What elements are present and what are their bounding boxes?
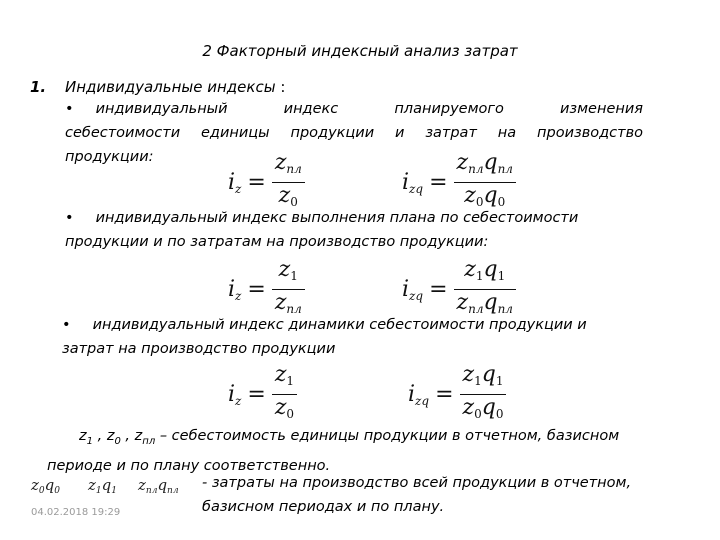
z1-symbol: z bbox=[79, 428, 87, 444]
z-sub: 0 bbox=[286, 407, 295, 421]
legend-text-line2: базисном периодах и по плану. bbox=[202, 499, 445, 515]
q-sub: 0 bbox=[54, 486, 60, 496]
z-sub: 0 bbox=[38, 486, 45, 496]
z-sub: пл bbox=[468, 302, 484, 316]
z-sub: 1 bbox=[474, 374, 482, 388]
q-sub: пл bbox=[497, 162, 513, 176]
z-sub: 0 bbox=[290, 195, 298, 209]
slide-title: 2 Факторный индексный анализ затрат bbox=[202, 42, 518, 60]
numerator bbox=[272, 362, 297, 394]
separator: , bbox=[120, 428, 135, 444]
legend-z0q0 bbox=[31, 476, 60, 496]
section-heading-colon: : bbox=[275, 78, 286, 96]
q-symbol: q bbox=[483, 183, 498, 208]
z-sub: 1 bbox=[95, 486, 102, 496]
numerator bbox=[454, 150, 516, 182]
numerator bbox=[272, 150, 305, 182]
bullet-1-line2: себестоимости единицы продукции и затрат на производство bbox=[65, 125, 643, 141]
fraction bbox=[460, 362, 507, 427]
q-sub: 1 bbox=[495, 374, 504, 388]
legend-zplqpl bbox=[138, 476, 179, 496]
bullet-2 bbox=[65, 206, 645, 254]
bullet-1-line1 bbox=[65, 97, 643, 121]
q-symbol: q bbox=[481, 395, 496, 420]
z-sub: пл bbox=[286, 302, 302, 316]
i-sub: z bbox=[235, 393, 242, 408]
i-sub: z bbox=[235, 288, 242, 303]
z-symbol: z bbox=[88, 476, 96, 494]
z-sub: 1 bbox=[286, 374, 295, 388]
i-sub: zq bbox=[409, 181, 424, 196]
i-sub: zq bbox=[409, 288, 424, 303]
formula-izq-dynamics bbox=[408, 362, 506, 427]
q-symbol: q bbox=[44, 476, 55, 494]
bullet-3 bbox=[62, 313, 652, 361]
equals-sign: = bbox=[247, 277, 266, 302]
formula-izq-dynamics-lhs bbox=[408, 382, 429, 408]
bullet-3-line1-text: индивидуальный индекс динамики себестоимости продукции и bbox=[92, 317, 587, 333]
z0-symbol: z bbox=[106, 428, 115, 444]
bullet-2-line1 bbox=[65, 206, 645, 230]
q-symbol: q bbox=[483, 257, 498, 282]
numerator bbox=[461, 257, 508, 289]
bullet-1-symbol: • bbox=[65, 101, 74, 117]
definition-block bbox=[47, 424, 697, 478]
z-symbol: z bbox=[138, 476, 146, 494]
i-symbol: i bbox=[228, 276, 236, 302]
formula-iz-dynamics-lhs bbox=[228, 382, 241, 408]
z-symbol: z bbox=[31, 476, 39, 494]
bullet-3-line1 bbox=[62, 313, 652, 337]
q-sub: 0 bbox=[495, 407, 504, 421]
z-sub: пл bbox=[145, 486, 158, 496]
z-symbol: z bbox=[456, 150, 469, 175]
z-sub: пл bbox=[286, 162, 302, 176]
z0-sub: 0 bbox=[114, 435, 121, 447]
denominator bbox=[272, 395, 297, 427]
z-symbol: z bbox=[462, 362, 475, 387]
i-sub: z bbox=[235, 181, 242, 196]
z-symbol: z bbox=[274, 290, 287, 315]
bullet-3-symbol: • bbox=[62, 317, 71, 333]
z1-sub: 1 bbox=[86, 435, 93, 447]
q-symbol: q bbox=[101, 476, 112, 494]
definition-text1: – себестоимость единицы продукции в отчетном, базисном bbox=[155, 428, 620, 444]
i-symbol: i bbox=[228, 381, 236, 407]
denominator bbox=[460, 395, 507, 427]
i-symbol: i bbox=[408, 381, 416, 407]
slide-date: 04.02.2018 19:29 bbox=[31, 507, 121, 518]
formula-iz-fulfilment-lhs bbox=[228, 277, 241, 303]
bullet-1-line1-text: индивидуальный индекс планируемого изменения bbox=[95, 101, 643, 117]
fraction bbox=[272, 362, 297, 427]
q-symbol: q bbox=[481, 362, 496, 387]
section-heading bbox=[65, 78, 285, 96]
formula-izq-fulfilment-lhs bbox=[402, 277, 423, 303]
z-symbol: z bbox=[274, 362, 287, 387]
equals-sign: = bbox=[247, 170, 266, 195]
numerator bbox=[460, 362, 507, 394]
numerator bbox=[276, 257, 301, 289]
i-symbol: i bbox=[402, 276, 410, 302]
z-symbol: z bbox=[274, 395, 287, 420]
z-sub: пл bbox=[468, 162, 484, 176]
bullet-2-symbol: • bbox=[65, 210, 74, 226]
i-symbol: i bbox=[402, 169, 410, 195]
q-sub: 0 bbox=[497, 195, 506, 209]
zpl-sub: пл bbox=[142, 435, 156, 447]
i-symbol: i bbox=[228, 169, 236, 195]
separator: , bbox=[93, 428, 107, 444]
z-sub: 0 bbox=[475, 195, 484, 209]
definition-line2: периоде и по плану соответственно. bbox=[47, 457, 331, 474]
z-sub: 1 bbox=[290, 269, 298, 283]
q-symbol: q bbox=[157, 476, 168, 494]
q-sub: 1 bbox=[111, 486, 117, 496]
zpl-symbol: z bbox=[134, 428, 143, 444]
i-sub: zq bbox=[415, 393, 430, 408]
formula-iz-dynamics bbox=[228, 362, 297, 427]
legend-text-line1: - затраты на производство всей продукции в отчетном, bbox=[202, 475, 632, 491]
z-symbol: z bbox=[278, 257, 291, 282]
equals-sign: = bbox=[429, 277, 448, 302]
bullet-1-line3: продукции: bbox=[65, 149, 154, 165]
z-sub: 1 bbox=[475, 269, 484, 283]
section-number: 1. bbox=[30, 78, 47, 96]
equals-sign: = bbox=[435, 382, 454, 407]
bullet-2-line1-text: индивидуальный индекс выполнения плана по себестоимости bbox=[95, 210, 579, 226]
equals-sign: = bbox=[429, 170, 448, 195]
bullet-2-line2: продукции и по затратам на производство продукции: bbox=[65, 234, 489, 250]
z-symbol: z bbox=[464, 257, 476, 282]
z-symbol: z bbox=[462, 395, 475, 420]
q-symbol: q bbox=[483, 150, 498, 175]
formula-izq-plan-lhs bbox=[402, 170, 423, 196]
q-sub: пл bbox=[167, 486, 179, 496]
q-sub: 1 bbox=[497, 269, 506, 283]
z-symbol: z bbox=[274, 150, 287, 175]
bullet-1 bbox=[65, 97, 643, 169]
z-sub: 0 bbox=[474, 407, 482, 421]
legend-z1q1 bbox=[88, 476, 117, 496]
bullet-3-line2: затрат на производство продукции bbox=[62, 341, 336, 357]
z-symbol: z bbox=[456, 290, 469, 315]
formula-iz-plan-lhs bbox=[228, 170, 241, 196]
q-symbol: q bbox=[483, 290, 498, 315]
z-symbol: z bbox=[278, 183, 291, 208]
equals-sign: = bbox=[247, 382, 266, 407]
section-heading-text: Индивидуальные индексы bbox=[65, 78, 276, 96]
legend-text bbox=[202, 471, 702, 519]
q-sub: пл bbox=[497, 302, 513, 316]
z-symbol: z bbox=[464, 183, 476, 208]
definition-line1 bbox=[47, 424, 697, 454]
